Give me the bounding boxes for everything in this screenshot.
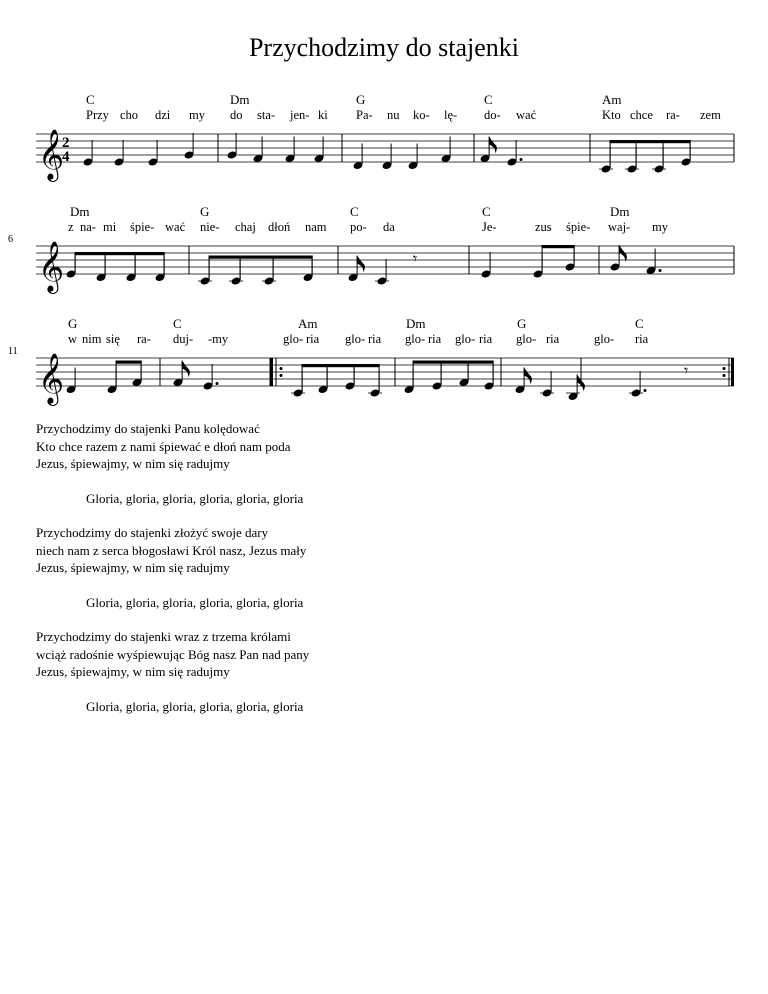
beam — [302, 364, 380, 367]
lyric-syllable: ra- — [666, 108, 680, 122]
chord-symbol: C — [86, 92, 95, 107]
verse-line: Przychodzimy do stajenki złożyć swoje dary — [36, 525, 269, 540]
lyric-syllable: w — [68, 332, 78, 346]
lyric-syllable: do — [230, 108, 243, 122]
lyric-syllable: ria — [479, 332, 493, 346]
final-barline — [731, 358, 734, 386]
lyric-syllable: glo- — [516, 332, 537, 346]
verse-1 — [36, 420, 309, 473]
lyric-syllable: cho — [120, 108, 139, 122]
lyric-syllable: wać — [165, 220, 186, 234]
lyric-syllable: ria — [635, 332, 649, 346]
augmentation-dot — [520, 158, 523, 161]
chord-symbol: C — [635, 316, 644, 331]
verse-line: Jezus, śpiewajmy, w nim się radujmy — [36, 664, 230, 679]
lyric-syllable: da — [383, 220, 395, 234]
verse-line: Przychodzimy do stajenki wraz z trzema królami — [36, 629, 291, 644]
verse-line: Przychodzimy do stajenki Panu kolędować — [36, 421, 260, 436]
beam — [75, 252, 165, 255]
verse-line: wciąż radośnie wyśpiewując Bóg nasz Pan nad pany — [36, 646, 310, 662]
treble-clef-icon: 𝄞 — [38, 354, 65, 403]
song-title: Przychodzimy do stajenki — [248, 33, 520, 62]
eighth-flag — [619, 245, 627, 262]
lyric-syllable: Je- — [482, 220, 497, 234]
lyric-syllable: duj- — [173, 332, 194, 346]
lyric-syllable: waj- — [608, 220, 631, 234]
chord-symbol: C — [482, 204, 491, 219]
verse-block — [36, 420, 309, 732]
augmentation-dot — [644, 389, 647, 392]
chord-symbol: Dm — [610, 204, 630, 219]
lyric-syllable: Kto — [602, 108, 621, 122]
lyric-syllable: glo- — [455, 332, 476, 346]
lyric-syllable: nam — [305, 220, 327, 234]
lyric-syllable: chaj — [235, 220, 256, 234]
lyric-syllable: po- — [350, 220, 367, 234]
lyric-syllable: glo- — [283, 332, 304, 346]
verse-line: Jezus, śpiewajmy, w nim się radujmy — [36, 560, 230, 575]
lyric-syllable: Przy — [86, 108, 109, 122]
lyric-syllable: jen- — [290, 108, 310, 122]
measure-number: 6 — [8, 234, 13, 245]
time-signature-bottom: 4 — [62, 149, 70, 165]
lyric-syllable: chce — [630, 108, 653, 122]
lyric-syllable: ko- — [413, 108, 430, 122]
lyric-syllable: śpie- — [130, 220, 155, 234]
staff-system-2 — [8, 204, 734, 294]
lyric-syllable: glo- — [594, 332, 615, 346]
lyric-syllable: na- — [80, 220, 96, 234]
lyric-syllable: się — [106, 332, 120, 346]
lyric-syllable: my — [189, 108, 205, 122]
eighth-flag — [182, 361, 190, 378]
eighth-rest-icon: 𝄾 — [413, 251, 418, 269]
lyric-syllable: ria — [546, 332, 560, 346]
lyric-syllable: nie- — [200, 220, 220, 234]
verse-3 — [36, 628, 309, 681]
lyric-syllable: do- — [484, 108, 501, 122]
chord-symbol: Am — [298, 316, 318, 331]
measure-number: 11 — [8, 346, 18, 357]
eighth-flag — [524, 368, 532, 385]
chord-symbol: G — [68, 316, 78, 331]
beam — [116, 361, 142, 364]
chord-symbol: Dm — [70, 204, 90, 219]
lyric-syllable: nim — [82, 332, 102, 346]
chord-symbol: Dm — [230, 92, 250, 107]
refrain-2: Gloria, gloria, gloria, gloria, gloria, gloria — [86, 594, 304, 610]
augmentation-dot — [659, 269, 662, 272]
lyric-syllable: glo- — [405, 332, 426, 346]
staff-system-1 — [36, 92, 734, 182]
verse-line: Kto chce razem z nami śpiewać e dłoń nam poda — [36, 438, 291, 454]
lyric-syllable: ra- — [137, 332, 151, 346]
chord-symbol: Dm — [406, 316, 426, 331]
lyric-syllable: wać — [516, 108, 537, 122]
chord-symbol: G — [517, 316, 527, 331]
treble-clef-icon: 𝄞 — [38, 130, 65, 179]
lyric-syllable: my — [652, 220, 668, 234]
lyric-syllable: ria — [306, 332, 320, 346]
lyric-syllable: -my — [208, 332, 229, 346]
repeat-dot — [280, 374, 283, 377]
lyric-syllable: ria — [368, 332, 382, 346]
repeat-dot — [280, 367, 283, 370]
repeat-dot — [723, 367, 726, 370]
beam — [413, 361, 494, 364]
eighth-rest-icon: 𝄾 — [684, 363, 689, 381]
lyric-syllable: sta- — [257, 108, 276, 122]
lyric-syllable: ki — [318, 108, 328, 122]
time-signature-top: 2 — [62, 135, 70, 151]
chord-symbol: C — [173, 316, 182, 331]
repeat-dot — [723, 374, 726, 377]
beam — [610, 140, 691, 143]
verse-line: Jezus, śpiewajmy, w nim się radujmy — [36, 456, 230, 471]
start-repeat-thick — [270, 358, 273, 386]
lyric-syllable: dłoń — [268, 220, 291, 234]
lyric-syllable: z — [68, 220, 74, 234]
lyric-syllable: lę- — [444, 108, 458, 122]
augmentation-dot — [216, 382, 219, 385]
lyric-syllable: zus — [535, 220, 552, 234]
verse-line: niech nam z serca błogosławi Król nasz, Jezus mały — [36, 542, 307, 558]
chord-symbol: G — [200, 204, 210, 219]
lyric-syllable: glo- — [345, 332, 366, 346]
chord-symbol: C — [350, 204, 359, 219]
chord-symbol: G — [356, 92, 366, 107]
lyric-syllable: dzi — [155, 108, 171, 122]
chord-symbol: Am — [602, 92, 622, 107]
lyric-syllable: nu — [387, 108, 400, 122]
staff-system-3 — [8, 316, 734, 406]
verse-2 — [36, 524, 309, 577]
lyric-syllable: ria — [428, 332, 442, 346]
eighth-flag — [489, 137, 497, 154]
lyric-syllable: mi — [103, 220, 117, 234]
treble-clef-icon: 𝄞 — [38, 242, 65, 291]
refrain-3: Gloria, gloria, gloria, gloria, gloria, gloria — [86, 698, 304, 714]
sheet-music — [0, 0, 768, 410]
lyric-syllable: Pa- — [356, 108, 373, 122]
refrain-1: Gloria, gloria, gloria, gloria, gloria, gloria — [86, 490, 304, 506]
lyric-syllable: zem — [700, 108, 721, 122]
chord-symbol: C — [484, 92, 493, 107]
eighth-flag — [357, 256, 365, 273]
lyric-syllable: śpie- — [566, 220, 591, 234]
beam — [542, 245, 575, 248]
beam — [209, 256, 313, 259]
